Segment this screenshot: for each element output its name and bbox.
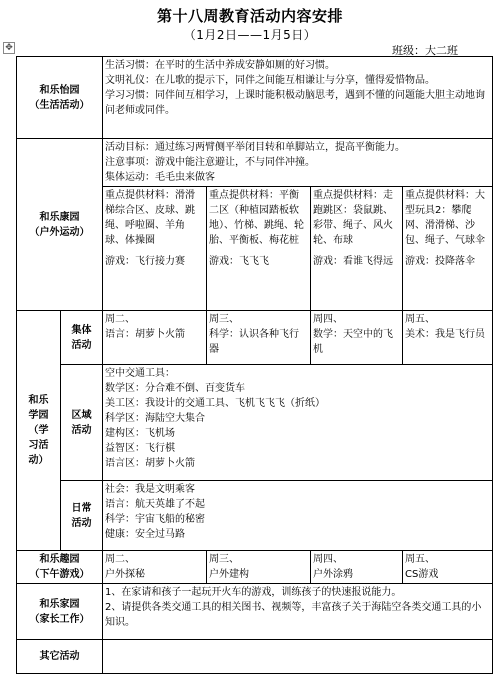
other-content <box>103 640 493 674</box>
health-overview <box>103 139 493 187</box>
manners-text: 文明礼仪：在儿歌的提示下，同伴之间能互相谦让与分享，懂得爱惜物品。 <box>105 75 435 86</box>
home-section-label: 和乐家园 （家长工作） <box>17 584 103 640</box>
fun-day-thu: 周四、 户外涂鸦 <box>311 551 403 584</box>
home-row <box>17 584 493 640</box>
home-item-2: 2、请提供各类交通工具的相关图书、视频等，丰富孩子关于海陆空各类交通工具的小知识。 <box>105 602 482 628</box>
group-day-thu: 周四、 数学：天空中的飞机 <box>311 311 403 365</box>
schedule-table <box>16 56 493 674</box>
daily-activity-list: 社会：我是文明乘客 语言：航天英雄了不起 科学：宇宙飞船的秘密 健康：安全过马路 <box>103 481 493 551</box>
materials-col-4: 重点提供材料：大型玩具2：攀爬网、滑滑梯、沙包、绳子、气球伞 游戏：投降落伞 <box>403 187 493 311</box>
page-title: 第十八周教育活动内容安排 <box>156 7 343 25</box>
fun-day-tue: 周二、 户外探秘 <box>103 551 207 584</box>
fun-row <box>17 551 493 584</box>
fun-section-label: 和乐趣园 （下午游戏） <box>17 551 103 584</box>
materials-col-3: 重点提供材料：走跑跳区：袋鼠跳、彩带、绳子、风火轮、布球 游戏：看谁飞得远 <box>311 187 403 311</box>
other-section-label: 其它活动 <box>17 640 103 674</box>
area-activity-list: 空中交通工具： 数学区：分合难不倒、百变货车 美工区：我设计的交通工具、飞机飞飞飞（折纸） 科学区：海陆空大集合 建构区：飞机场 益智区：飞行棋 语言区：胡萝卜火箭 <box>103 365 493 481</box>
materials-col-1: 重点提供材料：滑滑梯综合区、皮球、跳绳、呼啦圈、羊角球、体操圈 游戏：飞行接力赛 <box>103 187 207 311</box>
materials-col-2: 重点提供材料：平衡二区（种植园踏板软地）、竹梯、跳绳、轮胎、平衡板、梅花桩 游戏：飞飞飞 <box>207 187 311 311</box>
learning-section-label: 和乐 学园 （学 习活 动） <box>17 311 61 551</box>
class-label: 班级：大二班 <box>392 44 458 57</box>
area-activity-label: 区域 活动 <box>61 365 103 481</box>
life-content <box>103 57 493 139</box>
health-goal: 活动目标：通过练习两臂侧平举闭目转和单脚站立，提高平衡能力。 <box>105 142 405 153</box>
habit-text: 生活习惯：在平时的生活中养成安静如厕的好习惯。 <box>105 60 335 71</box>
learning-daily-row <box>17 481 493 551</box>
group-activity-label: 集体 活动 <box>61 311 103 365</box>
daily-activity-label: 日常 活动 <box>61 481 103 551</box>
group-day-tue: 周二、 语言：胡萝卜火箭 <box>103 311 207 365</box>
life-row <box>17 57 493 139</box>
learning-area-row <box>17 365 493 481</box>
learning-group-row <box>17 311 493 365</box>
home-content <box>103 584 493 640</box>
group-day-fri: 周五、 美术：我是飞行员 <box>403 311 493 365</box>
life-section-label: 和乐怡园 （生活活动） <box>17 57 103 139</box>
health-section-label: 和乐康园 （户外运动） <box>17 139 103 311</box>
health-note: 注意事项：游戏中能注意避让，不与同伴冲撞。 <box>105 157 315 168</box>
fun-day-fri: 周五、 CS游戏 <box>403 551 493 584</box>
home-item-1: 1、在家请和孩子一起玩开火车的游戏，训练孩子的快速报说能力。 <box>105 587 402 598</box>
table-move-handle-icon[interactable]: ✥ <box>3 42 15 54</box>
health-group: 集体运动：毛毛虫来做客 <box>105 172 215 183</box>
study-habit-text: 学习习惯：同伴间互相学习，上课时能积极动脑思考，遇到不懂的问题能大胆主动地询问老师或同伴。 <box>105 90 485 116</box>
date-range: （1月2日——1月5日） <box>183 28 317 42</box>
fun-day-wed: 周三、 户外建构 <box>207 551 311 584</box>
group-day-wed: 周三、 科学：认识各种飞行器 <box>207 311 311 365</box>
other-row <box>17 640 493 674</box>
health-top-row <box>17 139 493 187</box>
